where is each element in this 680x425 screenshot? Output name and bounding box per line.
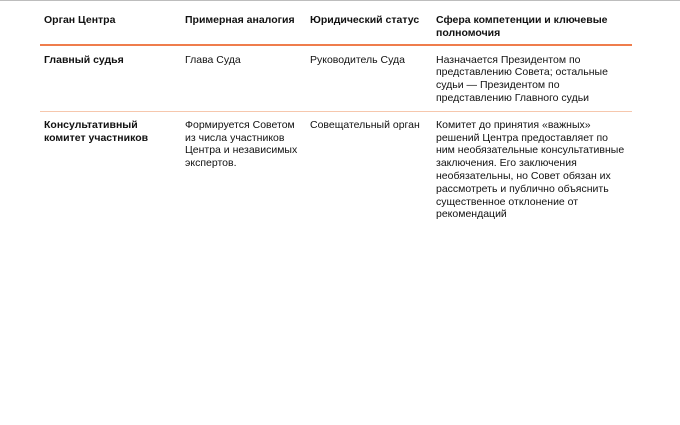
header-status: Юридический статус [310, 14, 420, 26]
cell-analogy: Формируется Советом из числа участников Центра и независимых экспертов. [185, 118, 298, 170]
header-organ: Орган Центра [44, 14, 116, 26]
header-row [40, 8, 632, 45]
cell-competence: Назначается Президентом по представлению Совета; остальные судьи — Президентом по представлению Главного судьи [436, 53, 608, 104]
cell-organ: Консультативный комитет участников [44, 118, 149, 144]
table-header [40, 8, 632, 45]
table-body [40, 45, 632, 228]
table-row [40, 111, 632, 227]
cell-competence: Комитет до принятия «важных» решений Центра предоставляет по ним необязательные консультативные заключения. Его заключения необязательны, но Совет обязан их рассмотреть и публично объяснить существенное отклонение от рекомендаций [436, 118, 625, 221]
cell-status: Руководитель Суда [310, 53, 406, 66]
top-divider [0, 0, 680, 1]
header-analogy: Примерная аналогия [185, 14, 295, 26]
cell-status: Совещательный орган [310, 118, 420, 131]
organs-table [40, 8, 632, 227]
header-competence: Сфера компетенции и ключевые полномочия [436, 14, 608, 39]
cell-analogy: Глава Суда [185, 53, 241, 66]
table-row [40, 45, 632, 112]
cell-organ: Главный судья [44, 53, 124, 66]
